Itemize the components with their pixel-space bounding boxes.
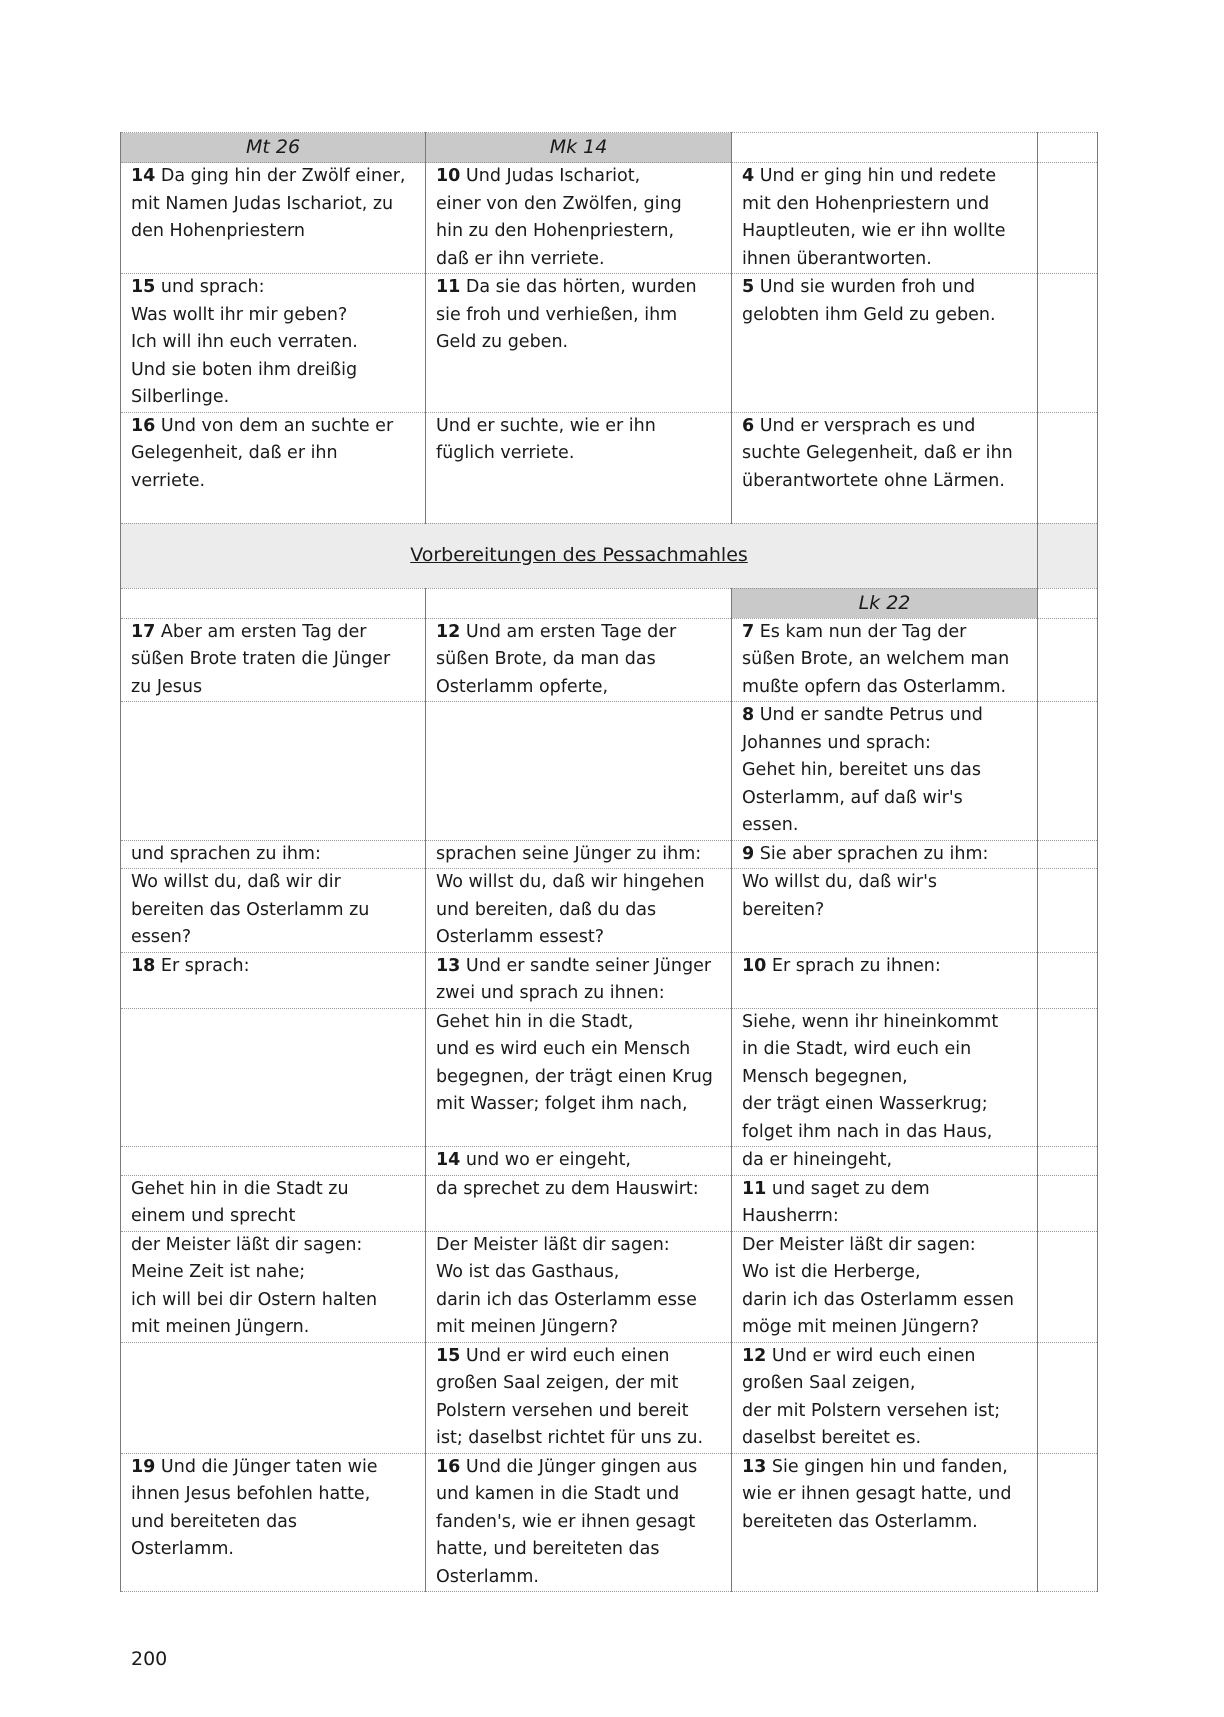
margin-cell	[1038, 1147, 1098, 1176]
cell-mk	[426, 702, 732, 841]
column-header-mk: Mk 14	[426, 133, 732, 163]
verse-text: Und er wird euch einen großen Saal zeigen, der mit Polstern versehen ist; daselbst bereitet es.	[742, 1345, 1001, 1448]
cell-lk	[732, 1008, 1038, 1147]
table-row	[121, 952, 1098, 1008]
verse-number: 18	[131, 955, 156, 976]
cell-mt	[121, 163, 426, 274]
table-row	[121, 618, 1098, 702]
margin-cell	[1038, 588, 1098, 618]
verse-text: Er sprach:	[155, 955, 250, 976]
cell-mt	[121, 1453, 426, 1592]
verse-text: Gehet hin in die Stadt zu einem und sprecht	[131, 1178, 349, 1226]
verse-number: 15	[131, 277, 156, 297]
cell-mt	[121, 1008, 426, 1147]
verse-text: Da ging hin der Zwölf einer, mit Namen Judas Ischariot, zu den Hohenpriestern	[131, 166, 406, 241]
cell-mk	[426, 412, 732, 523]
table-row	[121, 412, 1098, 523]
cell-mk	[426, 952, 732, 1008]
header-row	[121, 133, 1098, 163]
cell-mt	[121, 1147, 426, 1176]
verse-text: Und er versprach es und suchte Gelegenheit, daß er ihn überantwortete ohne Lärmen.	[742, 415, 1013, 491]
cell-lk	[732, 1231, 1038, 1342]
verse-number: 15	[436, 1345, 461, 1366]
verse-text: sprachen seine Jünger zu ihm:	[436, 843, 702, 864]
table-row	[121, 163, 1098, 274]
margin-cell	[1038, 412, 1098, 523]
verse-number: 12	[436, 621, 461, 642]
verse-text: Wo willst du, daß wir's bereiten?	[742, 872, 938, 920]
verse-number: 5	[742, 277, 755, 297]
column-header-mt: Mt 26	[121, 133, 426, 163]
cell-lk	[732, 702, 1038, 841]
cell-mk	[426, 869, 732, 953]
cell-mk	[426, 1453, 732, 1592]
cell-mk	[426, 618, 732, 702]
verse-number: 7	[742, 621, 755, 642]
verse-text: und sprach: Was wollt ihr mir geben? Ich will ihn euch verraten. Und sie boten ihm dreißig Silberlinge.	[131, 277, 358, 407]
cell-mt	[121, 1231, 426, 1342]
cell-mk	[426, 1008, 732, 1147]
verse-text: Und die Jünger taten wie ihnen Jesus befohlen hatte, und bereiteten das Osterlamm.	[131, 1456, 378, 1559]
verse-text: Und er wird euch einen großen Saal zeigen, der mit Polstern versehen und bereit ist; daselbst richtet für uns zu.	[436, 1345, 704, 1448]
cell-lk	[732, 1453, 1038, 1592]
cell-mt	[121, 840, 426, 869]
margin-cell	[1038, 952, 1098, 1008]
verse-number: 14	[436, 1150, 461, 1170]
verse-text: Und von dem an suchte er Gelegenheit, daß er ihn verriete.	[131, 415, 394, 491]
verse-text: Und Judas Ischariot, einer von den Zwölfen, ging hin zu den Hohenpriestern, daß er ihn verriete.	[436, 166, 682, 269]
verse-number: 11	[742, 1178, 767, 1199]
cell-lk	[732, 869, 1038, 953]
column-header-lk: Lk 22	[732, 588, 1038, 618]
margin-cell	[1038, 618, 1098, 702]
margin-cell	[1038, 869, 1098, 953]
empty-header-cell	[426, 588, 732, 618]
cell-lk	[732, 412, 1038, 523]
cell-lk	[732, 618, 1038, 702]
cell-mk	[426, 1231, 732, 1342]
cell-mt	[121, 412, 426, 523]
verse-text: der Meister läßt dir sagen: Meine Zeit ist nahe; ich will bei dir Ostern halten mit meinen Jüngern.	[131, 1234, 378, 1337]
empty-header-cell	[732, 133, 1038, 163]
table-row	[121, 1453, 1098, 1592]
verse-text: Wo willst du, daß wir hingehen und bereiten, daß du das Osterlamm essest?	[436, 872, 705, 947]
verse-number: 10	[436, 166, 461, 186]
verse-text: Und er sandte Petrus und Johannes und sprach: Gehet hin, bereitet uns das Osterlamm, auf daß wir's essen.	[742, 705, 983, 835]
verse-text: Und am ersten Tage der süßen Brote, da man das Osterlamm opferte,	[436, 621, 677, 697]
verse-number: 13	[742, 1456, 767, 1477]
cell-mt	[121, 1175, 426, 1231]
cell-mk	[426, 1147, 732, 1176]
verse-text: Der Meister läßt dir sagen: Wo ist das Gasthaus, darin ich das Osterlamm esse mit meinen Jüngern?	[436, 1234, 697, 1337]
cell-mk	[426, 1342, 732, 1453]
verse-text: da sprechet zu dem Hauswirt:	[436, 1178, 699, 1199]
verse-text: Wo willst du, daß wir dir bereiten das Osterlamm zu essen?	[131, 872, 370, 947]
margin-cell	[1038, 1453, 1098, 1592]
cell-mk	[426, 1175, 732, 1231]
section-title	[121, 523, 1038, 588]
verse-number: 17	[131, 621, 156, 642]
verse-text: Der Meister läßt dir sagen: Wo ist die Herberge, darin ich das Osterlamm essen möge mit meinen Jüngern?	[742, 1234, 1015, 1337]
verse-text: und sprachen zu ihm:	[131, 843, 321, 864]
verse-text: und saget zu dem Hausherrn:	[742, 1178, 930, 1226]
synopsis-table	[120, 132, 1098, 1592]
verse-number: 6	[742, 415, 755, 436]
verse-text: und wo er eingeht,	[460, 1150, 631, 1170]
verse-number: 10	[742, 955, 767, 976]
cell-mt	[121, 1342, 426, 1453]
margin-cell	[1038, 133, 1098, 163]
verse-number: 14	[131, 166, 156, 186]
cell-mk	[426, 163, 732, 274]
verse-text: Und er suchte, wie er ihn füglich verriete.	[436, 415, 656, 463]
cell-mk	[426, 274, 732, 413]
verse-text: Und er ging hin und redete mit den Hohenpriestern und Hauptleuten, wie er ihn wollte ihnen überantworten.	[742, 166, 1006, 269]
section-title-text: Vorbereitungen des Pessachmahles	[410, 543, 748, 566]
section-row	[121, 523, 1098, 588]
cell-lk	[732, 274, 1038, 413]
header-row	[121, 588, 1098, 618]
margin-cell	[1038, 523, 1098, 588]
margin-cell	[1038, 1175, 1098, 1231]
margin-cell	[1038, 1342, 1098, 1453]
page-number: 200	[131, 1648, 168, 1670]
verse-text: da er hineingeht,	[742, 1150, 893, 1170]
margin-cell	[1038, 1008, 1098, 1147]
verse-text: Und die Jünger gingen aus und kamen in die Stadt und fanden's, wie er ihnen gesagt hatte, und bereiteten das Osterlamm.	[436, 1456, 698, 1587]
verse-text: Und er sandte seiner Jünger zwei und sprach zu ihnen:	[436, 955, 712, 1003]
verse-text: Gehet hin in die Stadt, und es wird euch ein Mensch begegnen, der trägt einen Krug mit Wasser; folget ihm nach,	[436, 1011, 713, 1114]
verse-number: 16	[436, 1456, 461, 1477]
verse-number: 12	[742, 1345, 767, 1366]
margin-cell	[1038, 274, 1098, 413]
cell-lk	[732, 1342, 1038, 1453]
margin-cell	[1038, 840, 1098, 869]
table-row	[121, 702, 1098, 841]
verse-number: 13	[436, 955, 461, 976]
margin-cell	[1038, 163, 1098, 274]
verse-number: 19	[131, 1456, 156, 1477]
verse-text: Er sprach zu ihnen:	[766, 955, 941, 976]
cell-mt	[121, 274, 426, 413]
verse-text: Es kam nun der Tag der süßen Brote, an welchem man mußte opfern das Osterlamm.	[742, 621, 1010, 697]
table-row	[121, 1175, 1098, 1231]
table-row	[121, 869, 1098, 953]
verse-number: 16	[131, 415, 156, 436]
table-row	[121, 1231, 1098, 1342]
margin-cell	[1038, 702, 1098, 841]
verse-text: Sie gingen hin und fanden, wie er ihnen gesagt hatte, und bereiteten das Osterlamm.	[742, 1456, 1012, 1532]
verse-number: 11	[436, 277, 461, 297]
cell-mt	[121, 869, 426, 953]
cell-lk	[732, 1175, 1038, 1231]
cell-mt	[121, 702, 426, 841]
verse-text: Aber am ersten Tag der süßen Brote traten die Jünger zu Jesus	[131, 621, 391, 697]
cell-mt	[121, 618, 426, 702]
margin-cell	[1038, 1231, 1098, 1342]
verse-number: 4	[742, 166, 755, 186]
table-row	[121, 1147, 1098, 1176]
table-row	[121, 274, 1098, 413]
cell-mk	[426, 840, 732, 869]
verse-number: 9	[742, 843, 755, 864]
verse-text: Sie aber sprachen zu ihm:	[754, 843, 989, 864]
cell-lk	[732, 1147, 1038, 1176]
cell-lk	[732, 840, 1038, 869]
empty-header-cell	[121, 588, 426, 618]
verse-text: Und sie wurden froh und gelobten ihm Geld zu geben.	[742, 277, 996, 325]
table-row	[121, 1342, 1098, 1453]
cell-lk	[732, 952, 1038, 1008]
verse-number: 8	[742, 705, 755, 725]
table-row	[121, 1008, 1098, 1147]
cell-lk	[732, 163, 1038, 274]
verse-text: Da sie das hörten, wurden sie froh und verhießen, ihm Geld zu geben.	[436, 277, 697, 352]
table-row	[121, 840, 1098, 869]
verse-text: Siehe, wenn ihr hineinkommt in die Stadt, wird euch ein Mensch begegnen, der trägt einen Wasserkrug; folget ihm nach in das Haus,	[742, 1011, 999, 1142]
cell-mt	[121, 952, 426, 1008]
